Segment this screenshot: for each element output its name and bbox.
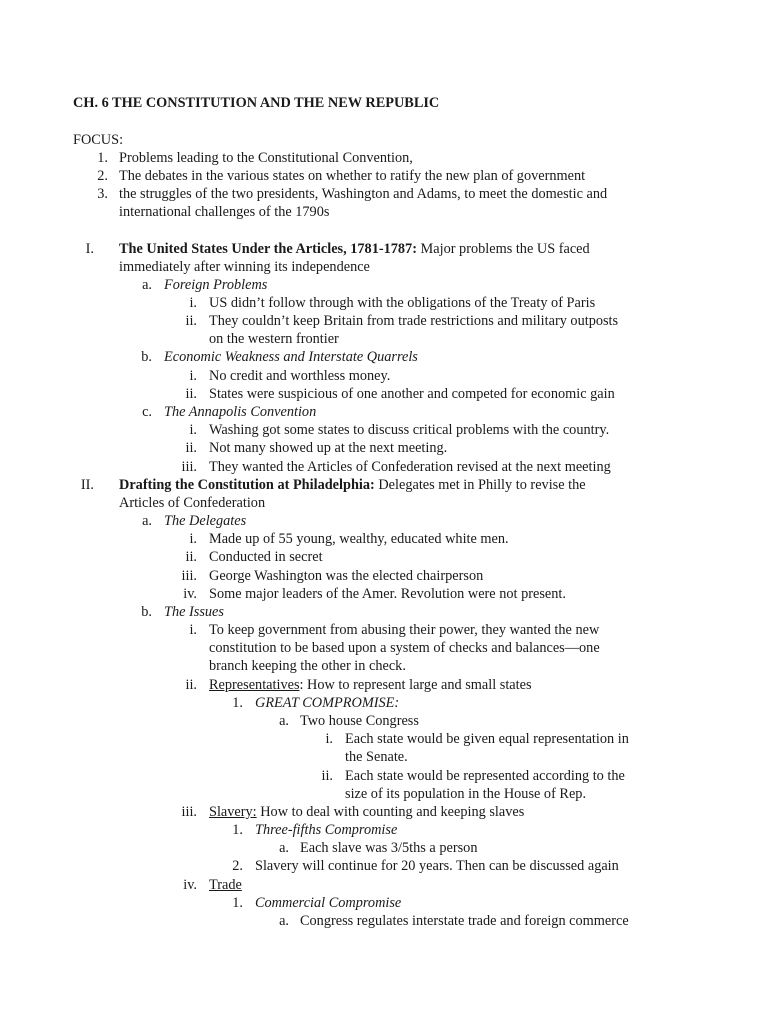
item-text-continued: constitution to be based upon a system of checks and balances—one xyxy=(209,640,600,656)
subsection-letter: c. xyxy=(142,404,152,420)
subsection-title: Foreign Problems xyxy=(164,277,268,293)
item-text: US didn’t follow through with the obligations of the Treaty of Paris xyxy=(209,295,596,311)
subsection-letter: b. xyxy=(141,349,152,365)
item-text: George Washington was the elected chairperson xyxy=(209,568,484,584)
lettered-point-text: Congress regulates interstate trade and foreign commerce xyxy=(300,913,629,929)
item-numeral: ii. xyxy=(185,313,197,329)
item-numeral: i. xyxy=(189,295,197,311)
subsection-title: The Annapolis Convention xyxy=(164,404,317,420)
item-text: Not many showed up at the next meeting. xyxy=(209,440,448,456)
sub-numeral-text: Each state would be represented according to the xyxy=(345,768,625,784)
item-keyword: Representatives xyxy=(209,677,300,693)
numbered-point: 1. xyxy=(232,822,243,838)
item-numeral: iv. xyxy=(183,586,197,602)
item-text xyxy=(209,676,532,694)
item-text: States were suspicious of one another and competed for economic gain xyxy=(209,386,615,402)
lettered-point: a. xyxy=(279,913,289,929)
document-title: CH. 6 THE CONSTITUTION AND THE NEW REPUBLIC xyxy=(73,95,440,111)
item-text: They wanted the Articles of Confederation revised at the next meeting xyxy=(209,459,611,475)
item-numeral: i. xyxy=(189,422,197,438)
section-number: II. xyxy=(80,477,94,493)
item-text: Made up of 55 young, wealthy, educated white men. xyxy=(209,531,509,547)
item-text: No credit and worthless money. xyxy=(209,368,391,384)
item-text: Washing got some states to discuss critical problems with the country. xyxy=(209,422,610,438)
numbered-point-text: GREAT COMPROMISE: xyxy=(255,695,400,711)
item-description: How to deal with counting and keeping slaves xyxy=(256,804,525,820)
focus-item-number: 2. xyxy=(97,168,108,184)
lettered-point-text: Two house Congress xyxy=(300,713,419,729)
item-numeral: i. xyxy=(189,368,197,384)
sub-numeral-text-continued: size of its population in the House of Rep. xyxy=(345,786,587,802)
focus-item-text: the struggles of the two presidents, Washington and Adams, to meet the domestic and xyxy=(119,186,608,202)
item-numeral: ii. xyxy=(185,386,197,402)
numbered-point: 1. xyxy=(232,895,243,911)
sub-numeral-text: Each state would be given equal representation in xyxy=(345,731,629,747)
section-heading-line xyxy=(119,240,590,258)
section-heading-line xyxy=(119,476,586,494)
item-numeral: ii. xyxy=(185,440,197,456)
item-numeral: i. xyxy=(189,531,197,547)
item-numeral: i. xyxy=(189,622,197,638)
focus-item-text: The debates in the various states on whether to ratify the new plan of government xyxy=(119,168,586,184)
section-intro-continued: immediately after winning its independence xyxy=(119,259,370,275)
subsection-title: The Issues xyxy=(164,604,224,620)
item-text-continued: on the western frontier xyxy=(209,331,339,347)
item-text: Conducted in secret xyxy=(209,549,323,565)
item-numeral: ii. xyxy=(185,677,197,693)
numbered-point-text: Slavery will continue for 20 years. Then can be discussed again xyxy=(255,858,619,874)
subsection-title: The Delegates xyxy=(164,513,247,529)
subsection-letter: b. xyxy=(141,604,152,620)
numbered-point: 2. xyxy=(232,858,243,874)
item-text-continued: branch keeping the other in check. xyxy=(209,658,406,674)
focus-label: FOCUS: xyxy=(73,132,124,148)
item-numeral: iv. xyxy=(183,877,197,893)
item-numeral: iii. xyxy=(181,804,197,820)
item-keyword: Slavery: xyxy=(209,804,257,820)
focus-item-text-continued: international challenges of the 1790s xyxy=(119,204,330,220)
section-intro-continued: Articles of Confederation xyxy=(119,495,266,511)
sub-numeral-text-continued: the Senate. xyxy=(345,749,408,765)
section-number: I. xyxy=(85,241,94,257)
subsection-letter: a. xyxy=(142,513,152,529)
sub-numeral: i. xyxy=(325,731,333,747)
item-text: They couldn’t keep Britain from trade restrictions and military outposts xyxy=(209,313,619,329)
focus-item-number: 3. xyxy=(97,186,108,202)
lettered-point-text: Each slave was 3/5ths a person xyxy=(300,840,478,856)
lettered-point: a. xyxy=(279,713,289,729)
item-numeral: iii. xyxy=(181,459,197,475)
numbered-point-text: Commercial Compromise xyxy=(255,895,402,911)
numbered-point: 1. xyxy=(232,695,243,711)
item-text xyxy=(209,803,524,821)
section-heading: Drafting the Constitution at Philadelphia: xyxy=(119,477,375,493)
item-keyword: Trade xyxy=(209,877,242,893)
sub-numeral: ii. xyxy=(321,768,333,784)
focus-item-text: Problems leading to the Constitutional Convention, xyxy=(119,150,413,166)
item-numeral: iii. xyxy=(181,568,197,584)
section-intro: Major problems the US faced xyxy=(416,241,590,257)
focus-item-number: 1. xyxy=(97,150,108,166)
numbered-point-text: Three-fifths Compromise xyxy=(255,822,398,838)
lettered-point: a. xyxy=(279,840,289,856)
item-text: Some major leaders of the Amer. Revolution were not present. xyxy=(209,586,566,602)
section-intro: Delegates met in Philly to revise the xyxy=(374,477,586,493)
subsection-title: Economic Weakness and Interstate Quarrels xyxy=(164,349,418,365)
item-numeral: ii. xyxy=(185,549,197,565)
subsection-letter: a. xyxy=(142,277,152,293)
item-text: To keep government from abusing their power, they wanted the new xyxy=(209,622,600,638)
section-heading: The United States Under the Articles, 1781-1787: xyxy=(119,241,417,257)
item-description: : How to represent large and small states xyxy=(299,677,532,693)
